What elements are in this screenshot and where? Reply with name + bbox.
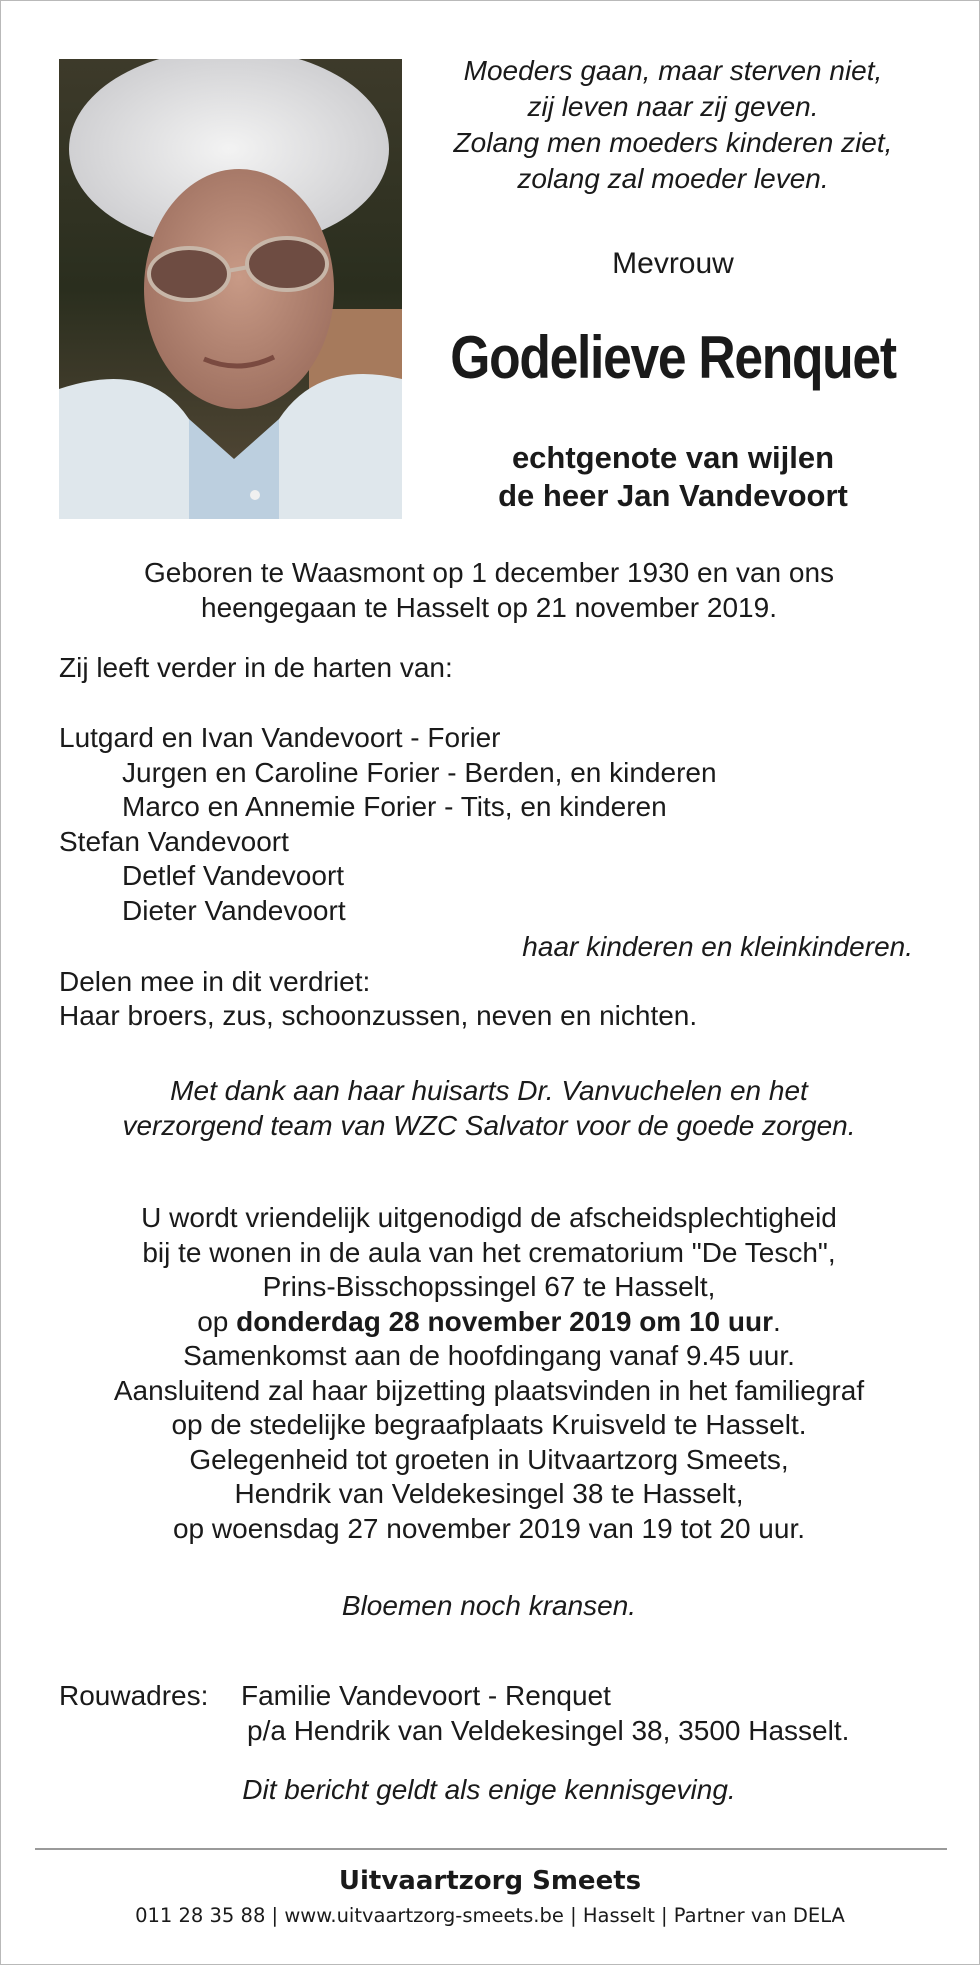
address-line: Familie Vandevoort - Renquet	[241, 1680, 611, 1711]
family-list	[59, 721, 919, 1034]
ceremony-line: Samenkomst aan de hoofdingang vanaf 9.45 uur.	[183, 1340, 795, 1371]
family-member: Detlef Vandevoort	[122, 860, 345, 891]
ceremony-line: Aansluitend zal haar bijzetting plaatsvinden in het familiegraf	[113, 1374, 865, 1406]
footer-divider	[35, 1848, 947, 1850]
thanks-line: verzorgend team van WZC Salvator voor de goede zorgen.	[122, 1109, 856, 1141]
spouse-line: de heer Jan Vandevoort	[498, 478, 848, 513]
memorial-poem	[413, 53, 933, 197]
ceremony-date-suffix: .	[773, 1305, 781, 1337]
ceremony-line: U wordt vriendelijk uitgenodigd de afscheidsplechtigheid	[141, 1202, 837, 1233]
title-prefix: Mevrouw	[612, 247, 734, 280]
notice-text: Dit bericht geldt als enige kennisgeving.	[242, 1774, 736, 1805]
poem-line: zolang zal moeder leven.	[517, 163, 829, 194]
share-grief-line: Haar broers, zus, schoonzussen, neven en nichten.	[59, 1000, 698, 1031]
thanks-line: Met dank aan haar huisarts Dr. Vanvuchelen en het	[170, 1075, 808, 1106]
birth-death-line: Geboren te Waasmont op 1 december 1930 en van ons	[143, 557, 835, 588]
ceremony-info	[59, 1201, 919, 1546]
mourning-address	[59, 1679, 919, 1748]
ceremony-date-line	[59, 1305, 919, 1340]
share-grief-line: Delen mee in dit verdriet:	[59, 965, 371, 997]
spouse-line: echtgenote van wijlen	[511, 440, 835, 475]
family-member: Jurgen en Caroline Forier - Berden, en kinderen	[122, 756, 717, 788]
ceremony-line: bij te wonen in de aula van het crematorium "De Tesch",	[142, 1236, 836, 1268]
family-member: Stefan Vandevoort	[59, 825, 289, 857]
ceremony-date-prefix: op	[197, 1305, 237, 1337]
address-line: p/a Hendrik van Veldekesingel 38, 3500 Hasselt.	[247, 1714, 850, 1746]
lives-on-text: Zij leeft verder in de harten van:	[59, 652, 453, 683]
ceremony-date: donderdag 28 november 2019 om 10 uur	[236, 1305, 773, 1337]
thanks-text	[59, 1074, 919, 1143]
family-member: Marco en Annemie Forier - Tits, en kinderen	[122, 791, 667, 822]
spouse-info	[413, 439, 933, 515]
ceremony-line: Hendrik van Veldekesingel 38 te Hasselt,	[234, 1478, 744, 1509]
ceremony-line: op de stedelijke begraafplaats Kruisveld te Hasselt.	[171, 1409, 807, 1440]
family-signature: haar kinderen en kleinkinderen.	[522, 931, 913, 962]
address-label: Rouwadres:	[59, 1680, 209, 1711]
deceased-name: Godelieve Renquet	[450, 324, 896, 391]
poem-line: Moeders gaan, maar sterven niet,	[463, 55, 883, 86]
ceremony-line: Prins-Bisschopssingel 67 te Hasselt,	[262, 1271, 716, 1302]
ceremony-line: Gelegenheid tot groeten in Uitvaartzorg Smeets,	[189, 1443, 789, 1475]
portrait-illustration	[59, 59, 402, 519]
birth-death-info	[59, 556, 919, 625]
portrait-photo	[59, 59, 402, 519]
footer-contact-info: 011 28 35 88 | www.uitvaartzorg-smeets.be | Hasselt | Partner van DELA	[135, 1904, 845, 1927]
footer-company: Uitvaartzorg Smeets	[338, 1866, 642, 1896]
family-member: Dieter Vandevoort	[122, 894, 346, 926]
poem-line: zij leven naar zij geven.	[527, 91, 819, 122]
birth-death-line: heengegaan te Hasselt op 21 november 2019.	[201, 591, 777, 623]
ceremony-line: op woensdag 27 november 2019 van 19 tot 20 uur.	[172, 1512, 806, 1544]
flowers-note: Bloemen noch kransen.	[341, 1590, 637, 1621]
family-member: Lutgard en Ivan Vandevoort - Forier	[59, 722, 501, 753]
poem-line: Zolang men moeders kinderen ziet,	[453, 127, 893, 158]
